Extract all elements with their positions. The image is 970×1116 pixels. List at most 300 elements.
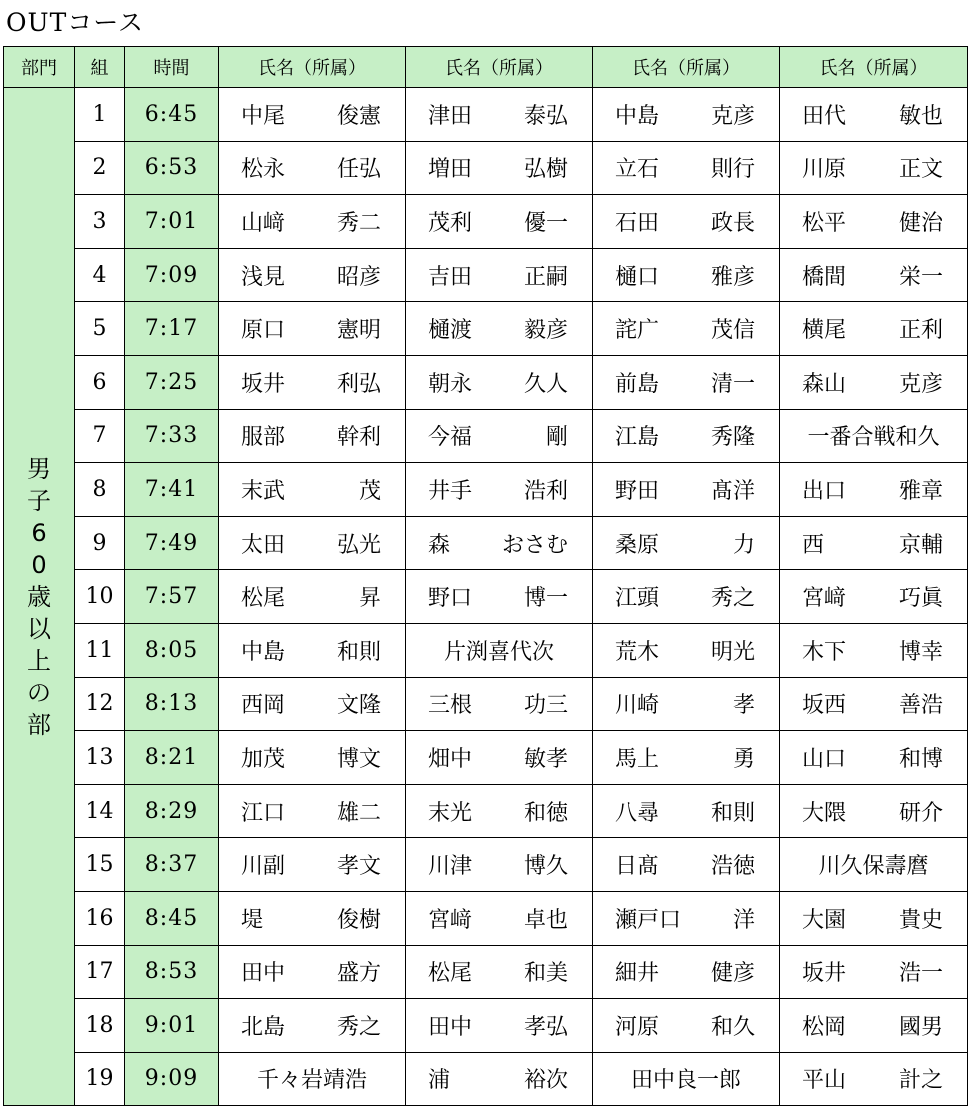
tee-time-table [3, 46, 968, 1106]
surname: 増田 [428, 157, 473, 183]
surname: 木下 [802, 639, 847, 665]
given-name: 俊樹 [336, 907, 381, 933]
player-name-cell [219, 355, 406, 409]
table-row [4, 195, 968, 249]
player-name [780, 152, 967, 183]
player-name-cell [406, 409, 593, 463]
given-name: 博久 [523, 854, 568, 880]
given-name: 博一 [523, 586, 568, 612]
player-name [406, 528, 592, 559]
group-number: 12 [75, 677, 125, 731]
player-name [593, 313, 779, 344]
player-name [780, 849, 967, 880]
given-name: 髙洋 [710, 478, 755, 504]
given-name: 功三 [523, 693, 568, 719]
given-name: 和徳 [523, 800, 568, 826]
player-name [593, 528, 779, 559]
player-name [593, 1010, 779, 1041]
player-name-cell [593, 677, 780, 731]
given-name: 雅彦 [710, 264, 755, 290]
player-name [593, 581, 779, 612]
table-row [4, 623, 968, 677]
given-name: 秀之 [336, 1014, 381, 1040]
surname: 荒木 [615, 639, 660, 665]
group-number: 4 [75, 248, 125, 302]
given-name: 和則 [336, 639, 381, 665]
given-name: 任弘 [336, 157, 381, 183]
surname: 太田 [241, 532, 286, 558]
player-name [406, 260, 592, 291]
surname: 松尾 [428, 961, 473, 987]
group-number: 17 [75, 945, 125, 999]
player-name-cell [780, 623, 968, 677]
group-number: 16 [75, 891, 125, 945]
player-name-cell [593, 1052, 780, 1106]
player-name [593, 956, 779, 987]
player-name-cell [406, 891, 593, 945]
surname: 大園 [802, 907, 847, 933]
player-name [219, 688, 405, 719]
player-name [593, 688, 779, 719]
tee-time: 7:33 [125, 409, 219, 463]
given-name: 正利 [898, 318, 943, 344]
player-name [593, 152, 779, 183]
player-name-cell [406, 731, 593, 785]
player-name [406, 581, 592, 612]
player-name-cell [593, 516, 780, 570]
player-name-cell [593, 141, 780, 195]
player-name-cell [406, 677, 593, 731]
given-name: 博幸 [898, 639, 943, 665]
given-name: 和美 [523, 961, 568, 987]
given-name: 卓也 [523, 907, 568, 933]
surname: 立石 [615, 157, 660, 183]
player-name [593, 260, 779, 291]
surname: 中島 [241, 639, 286, 665]
given-name: 力 [732, 532, 755, 558]
player-name-cell [780, 945, 968, 999]
surname: 浦 [428, 1068, 451, 1094]
surname: 松永 [241, 157, 286, 183]
tee-time: 8:45 [125, 891, 219, 945]
surname: 北島 [241, 1014, 286, 1040]
player-name [780, 796, 967, 827]
group-number: 6 [75, 355, 125, 409]
player-name-cell [780, 677, 968, 731]
player-name [219, 956, 405, 987]
surname: 馬上 [615, 746, 660, 772]
given-name: 則行 [710, 157, 755, 183]
player-name [780, 742, 967, 773]
given-name: 幹利 [336, 425, 381, 451]
given-name: 秀隆 [710, 425, 755, 451]
tee-time: 7:41 [125, 463, 219, 517]
header-kumi: 組 [75, 47, 125, 88]
surname: 詫广 [615, 318, 660, 344]
group-number: 1 [75, 88, 125, 142]
surname: 原口 [241, 318, 286, 344]
table-row [4, 1052, 968, 1106]
given-name: 正文 [898, 157, 943, 183]
player-name [219, 635, 405, 666]
given-name: 盛方 [336, 961, 381, 987]
player-name [219, 849, 405, 880]
player-name [593, 420, 779, 451]
player-name-cell [593, 463, 780, 517]
player-name [780, 581, 967, 612]
player-name-cell [593, 195, 780, 249]
player-name [593, 849, 779, 880]
surname: 大隈 [802, 800, 847, 826]
player-name [406, 152, 592, 183]
surname: 一番合戦和久 [807, 425, 940, 451]
surname: 江頭 [615, 586, 660, 612]
given-name: 秀二 [336, 210, 381, 236]
given-name: 國男 [898, 1014, 943, 1040]
player-name-cell [593, 784, 780, 838]
surname: 中島 [615, 103, 660, 129]
player-name-cell [780, 999, 968, 1053]
header-jikan: 時間 [125, 47, 219, 88]
player-name-cell [219, 141, 406, 195]
player-name [593, 742, 779, 773]
given-name: 貴史 [898, 907, 943, 933]
group-number: 15 [75, 838, 125, 892]
player-name-cell [593, 891, 780, 945]
group-number: 9 [75, 516, 125, 570]
surname: 片渕喜代次 [443, 639, 554, 665]
surname: 山﨑 [241, 210, 286, 236]
given-name: 和久 [710, 1014, 755, 1040]
surname: 三根 [428, 693, 473, 719]
player-name-cell [219, 623, 406, 677]
surname: 樋渡 [428, 318, 473, 344]
surname: 今福 [428, 425, 473, 451]
given-name: 茂信 [710, 318, 755, 344]
given-name: 孝 [732, 693, 755, 719]
player-name-cell [219, 570, 406, 624]
given-name: 泰弘 [523, 103, 568, 129]
player-name-cell [406, 1052, 593, 1106]
surname: 宮﨑 [428, 907, 473, 933]
given-name: 政長 [710, 210, 755, 236]
player-name [406, 849, 592, 880]
player-name-cell [780, 784, 968, 838]
given-name: 昭彦 [336, 264, 381, 290]
player-name [219, 313, 405, 344]
given-name: 京輔 [898, 532, 943, 558]
group-number: 19 [75, 1052, 125, 1106]
surname: 坂井 [241, 371, 286, 397]
surname: 川津 [428, 854, 473, 880]
given-name: 健治 [898, 210, 943, 236]
header-name-2: 氏名（所属） [406, 47, 593, 88]
given-name: 和則 [710, 800, 755, 826]
player-name-cell [780, 195, 968, 249]
given-name: 計之 [898, 1068, 943, 1094]
tee-time: 7:09 [125, 248, 219, 302]
table-row [4, 88, 968, 142]
player-name-cell [219, 731, 406, 785]
player-name [219, 903, 405, 934]
tee-time: 6:53 [125, 141, 219, 195]
player-name [219, 1063, 405, 1094]
player-name-cell [593, 999, 780, 1053]
given-name: 利弘 [336, 371, 381, 397]
player-name [219, 742, 405, 773]
given-name: 浩利 [523, 478, 568, 504]
surname: 松平 [802, 210, 847, 236]
table-row [4, 945, 968, 999]
player-name-cell [780, 891, 968, 945]
given-name: 健彦 [710, 961, 755, 987]
given-name: 久人 [523, 371, 568, 397]
given-name: 憲明 [336, 318, 381, 344]
player-name-cell [780, 302, 968, 356]
given-name: 克彦 [710, 103, 755, 129]
player-name [780, 420, 967, 451]
player-name-cell [406, 516, 593, 570]
surname: 山口 [802, 746, 847, 772]
player-name [219, 206, 405, 237]
group-number: 7 [75, 409, 125, 463]
surname: 畑中 [428, 746, 473, 772]
player-name-cell [219, 409, 406, 463]
player-name-cell [780, 248, 968, 302]
player-name-cell [219, 516, 406, 570]
player-name [593, 1063, 779, 1094]
surname: 朝永 [428, 371, 473, 397]
given-name: 秀之 [710, 586, 755, 612]
given-name: 博文 [336, 746, 381, 772]
table-row [4, 409, 968, 463]
surname: 石田 [615, 210, 660, 236]
player-name-cell [406, 838, 593, 892]
given-name: 孝弘 [523, 1014, 568, 1040]
surname: 千々岩靖浩 [256, 1068, 367, 1094]
table-row [4, 731, 968, 785]
player-name [219, 99, 405, 130]
surname: 瀬戸口 [615, 907, 682, 933]
player-name-cell [219, 302, 406, 356]
player-name [406, 742, 592, 773]
player-name-cell [780, 570, 968, 624]
player-name-cell [406, 784, 593, 838]
player-name-cell [593, 409, 780, 463]
surname: 川原 [802, 157, 847, 183]
surname: 川久保壽麿 [818, 854, 929, 880]
tee-time: 7:01 [125, 195, 219, 249]
player-name [219, 420, 405, 451]
player-name [219, 1010, 405, 1041]
header-name-3: 氏名（所属） [593, 47, 780, 88]
surname: 樋口 [615, 264, 660, 290]
player-name [219, 581, 405, 612]
player-name [593, 796, 779, 827]
page-title: OUTコース [6, 8, 144, 37]
given-name: 孝文 [336, 854, 381, 880]
given-name: 洋 [732, 907, 755, 933]
tee-time: 8:13 [125, 677, 219, 731]
table-row [4, 784, 968, 838]
surname: 田代 [802, 103, 847, 129]
player-name-cell [406, 570, 593, 624]
surname: 中尾 [241, 103, 286, 129]
given-name: 巧眞 [898, 586, 943, 612]
player-name-cell [780, 516, 968, 570]
player-name-cell [593, 355, 780, 409]
player-name [406, 688, 592, 719]
player-name [593, 903, 779, 934]
table-row [4, 463, 968, 517]
group-number: 18 [75, 999, 125, 1053]
division-label: 男子60歳以上の部 [27, 454, 51, 739]
player-name [219, 152, 405, 183]
surname: 田中 [241, 961, 286, 987]
surname: 坂西 [802, 693, 847, 719]
player-name-cell [406, 999, 593, 1053]
given-name: 茂 [358, 478, 381, 504]
player-name [780, 367, 967, 398]
player-name [593, 367, 779, 398]
player-name-cell [780, 838, 968, 892]
surname: 吉田 [428, 264, 473, 290]
player-name-cell [593, 945, 780, 999]
player-name [780, 1063, 967, 1094]
player-name [406, 313, 592, 344]
player-name [780, 474, 967, 505]
header-bumon: 部門 [4, 47, 75, 88]
group-number: 5 [75, 302, 125, 356]
header-row [4, 47, 968, 88]
player-name [406, 635, 592, 666]
group-number: 10 [75, 570, 125, 624]
surname: 八尋 [615, 800, 660, 826]
given-name: 俊憲 [336, 103, 381, 129]
player-name-cell [593, 570, 780, 624]
player-name [593, 474, 779, 505]
group-number: 3 [75, 195, 125, 249]
given-name: 敏也 [898, 103, 943, 129]
surname: 加茂 [241, 746, 286, 772]
player-name-cell [406, 195, 593, 249]
given-name: 克彦 [898, 371, 943, 397]
given-name: 善浩 [898, 693, 943, 719]
surname: 田中良一郎 [630, 1068, 741, 1094]
group-number: 11 [75, 623, 125, 677]
surname: 西 [802, 532, 825, 558]
group-number: 8 [75, 463, 125, 517]
player-name-cell [780, 355, 968, 409]
player-name-cell [406, 463, 593, 517]
player-name-cell [593, 248, 780, 302]
surname: 川副 [241, 854, 286, 880]
player-name [780, 206, 967, 237]
given-name: 剛 [545, 425, 568, 451]
given-name: 雄二 [336, 800, 381, 826]
surname: 井手 [428, 478, 473, 504]
surname: 野田 [615, 478, 660, 504]
player-name [780, 1010, 967, 1041]
surname: 松尾 [241, 586, 286, 612]
given-name: 栄一 [898, 264, 943, 290]
player-name [219, 367, 405, 398]
tee-time: 7:57 [125, 570, 219, 624]
player-name-cell [406, 141, 593, 195]
table-row [4, 999, 968, 1053]
surname: 森山 [802, 371, 847, 397]
surname: 坂井 [802, 961, 847, 987]
player-name-cell [219, 784, 406, 838]
player-name-cell [593, 88, 780, 142]
tee-time: 8:29 [125, 784, 219, 838]
surname: 田中 [428, 1014, 473, 1040]
player-name-cell [406, 88, 593, 142]
player-name-cell [406, 945, 593, 999]
tee-time: 8:05 [125, 623, 219, 677]
player-name [780, 903, 967, 934]
player-name [219, 260, 405, 291]
table-body [4, 88, 968, 1106]
player-name [406, 1063, 592, 1094]
given-name: 弘光 [336, 532, 381, 558]
player-name [219, 528, 405, 559]
player-name [406, 206, 592, 237]
given-name: おさむ [501, 532, 568, 558]
given-name: 研介 [898, 800, 943, 826]
surname: 桑原 [615, 532, 660, 558]
tee-time: 9:01 [125, 999, 219, 1053]
surname: 茂利 [428, 210, 473, 236]
player-name-cell [780, 731, 968, 785]
header-name-4: 氏名（所属） [780, 47, 968, 88]
surname: 横尾 [802, 318, 847, 344]
player-name [219, 474, 405, 505]
given-name: 弘樹 [523, 157, 568, 183]
division-cell [4, 88, 75, 1106]
player-name-cell [593, 302, 780, 356]
tee-time: 7:49 [125, 516, 219, 570]
given-name: 和博 [898, 746, 943, 772]
player-name-cell [219, 248, 406, 302]
table-row [4, 838, 968, 892]
surname: 末武 [241, 478, 286, 504]
table-row [4, 891, 968, 945]
player-name [593, 635, 779, 666]
player-name-cell [593, 731, 780, 785]
tee-time: 7:17 [125, 302, 219, 356]
player-name-cell [219, 999, 406, 1053]
player-name [406, 99, 592, 130]
surname: 服部 [241, 425, 286, 451]
given-name: 正嗣 [523, 264, 568, 290]
given-name: 毅彦 [523, 318, 568, 344]
tee-time: 6:45 [125, 88, 219, 142]
surname: 平山 [802, 1068, 847, 1094]
player-name-cell [219, 88, 406, 142]
surname: 川崎 [615, 693, 660, 719]
player-name-cell [780, 88, 968, 142]
player-name [780, 635, 967, 666]
surname: 江島 [615, 425, 660, 451]
given-name: 勇 [732, 746, 755, 772]
given-name: 清一 [710, 371, 755, 397]
given-name: 浩一 [898, 961, 943, 987]
given-name: 明光 [710, 639, 755, 665]
surname: 西岡 [241, 693, 286, 719]
given-name: 文隆 [336, 693, 381, 719]
player-name [406, 903, 592, 934]
